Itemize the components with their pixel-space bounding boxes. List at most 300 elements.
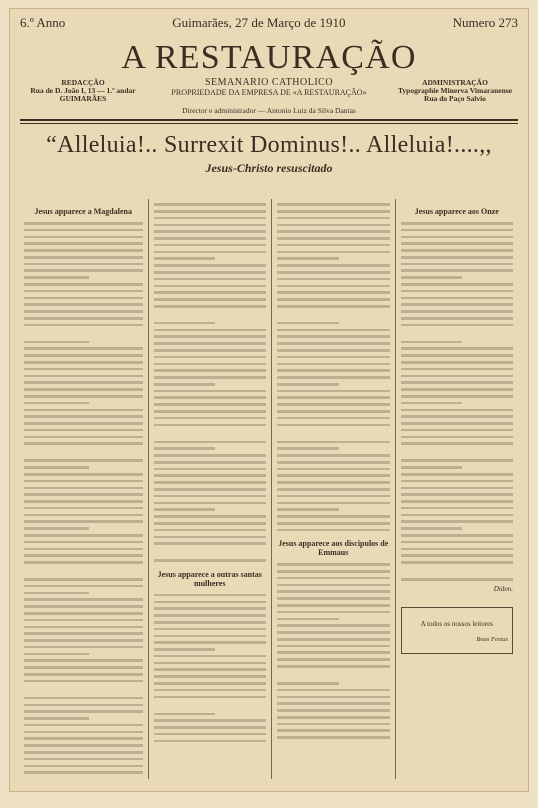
text-line <box>24 290 143 293</box>
text-line <box>24 249 143 252</box>
text-line <box>154 251 267 254</box>
text-line <box>401 415 514 418</box>
text-line <box>154 594 267 597</box>
text-line <box>277 611 390 614</box>
text-line <box>277 502 390 505</box>
text-line <box>24 415 143 418</box>
text-line <box>277 716 390 719</box>
text-line <box>277 563 390 566</box>
masthead-subrow <box>10 79 528 103</box>
text-line <box>277 702 390 705</box>
text-line <box>154 244 267 247</box>
text-line <box>277 203 390 206</box>
greeting-box <box>401 607 514 654</box>
issue-line <box>10 9 528 31</box>
text-line <box>154 363 267 366</box>
text-line <box>277 508 339 511</box>
text-line <box>24 717 89 720</box>
text-line <box>24 242 143 245</box>
text-line <box>154 689 267 692</box>
text-line <box>154 390 267 393</box>
column-4 <box>395 199 519 779</box>
text-line <box>154 648 216 651</box>
text-line <box>401 507 514 510</box>
section-title-2: Jesus apparece a outras santas mulheres <box>157 569 262 588</box>
text-line <box>401 375 514 378</box>
text-line <box>277 278 390 281</box>
text-line <box>24 646 143 649</box>
paragraph-gap <box>277 430 390 436</box>
text-line <box>24 626 143 629</box>
text-line <box>277 298 390 301</box>
text-line <box>154 655 267 658</box>
text-line <box>154 481 267 484</box>
text-line <box>401 442 514 445</box>
text-line <box>24 347 143 350</box>
text-line <box>401 229 514 232</box>
text-line <box>401 263 514 266</box>
text-line <box>154 696 267 699</box>
redaccao-address: Rua de D. João I, 13 — 1.º andar <box>30 86 136 95</box>
text-line <box>401 341 463 344</box>
issue-year: 6.º Anno <box>20 15 66 30</box>
text-line <box>154 628 267 631</box>
text-line <box>401 514 514 517</box>
text-line <box>277 447 339 450</box>
text-line <box>154 424 267 427</box>
text-line <box>277 390 390 393</box>
text-line <box>277 335 390 338</box>
text-line <box>277 651 390 654</box>
text-line <box>277 217 390 220</box>
text-line <box>277 285 390 288</box>
text-line <box>154 542 267 545</box>
text-line <box>277 349 390 352</box>
admin-typography: Typographie Minerva Vimaranense <box>397 86 513 95</box>
text-line <box>154 607 267 610</box>
text-line <box>401 303 514 306</box>
text-line <box>401 297 514 300</box>
text-line <box>277 461 390 464</box>
text-line <box>401 480 514 483</box>
text-line <box>277 638 390 641</box>
masthead-center <box>142 79 396 97</box>
text-line <box>277 682 339 685</box>
paragraph-gap <box>154 430 267 436</box>
text-line <box>154 349 267 352</box>
text-line <box>277 417 390 420</box>
text-line <box>277 729 390 732</box>
text-line <box>154 369 267 372</box>
text-line <box>24 361 143 364</box>
text-line <box>24 276 89 279</box>
column-3 <box>271 199 395 779</box>
headline: “Alleluia!.. Surrexit Dominus!.. Alleluia!....,, <box>46 132 492 158</box>
text-line <box>401 388 514 391</box>
text-line <box>154 278 267 281</box>
text-line <box>277 577 390 580</box>
redaccao-block <box>24 79 142 103</box>
text-line <box>24 541 143 544</box>
text-line <box>154 342 267 345</box>
paragraph-gap <box>154 312 267 318</box>
text-line <box>277 230 390 233</box>
text-line <box>277 410 390 413</box>
text-line <box>277 736 390 739</box>
property-line: PROPRIEDADE DA EMPRESA DE «A RESTAURAÇÃO» <box>171 88 367 97</box>
text-line <box>154 356 267 359</box>
text-line <box>277 604 390 607</box>
section-title-1: Jesus apparece a Magdalena <box>34 207 132 216</box>
section-title-3: Jesus apparece aos discipulos de Emmaus <box>278 539 389 558</box>
paragraph-gap <box>24 449 143 455</box>
text-line <box>401 236 514 239</box>
text-line <box>154 740 267 743</box>
text-line <box>277 631 390 634</box>
text-block <box>154 594 267 742</box>
text-line <box>277 723 390 726</box>
text-line <box>154 474 267 477</box>
text-line <box>401 527 463 530</box>
text-line <box>277 468 390 471</box>
paragraph-gap <box>277 312 390 318</box>
text-line <box>277 709 390 712</box>
text-line <box>401 554 514 557</box>
text-line <box>401 548 514 551</box>
text-line <box>277 424 390 427</box>
text-line <box>277 291 390 294</box>
text-line <box>401 324 514 327</box>
text-line <box>24 514 143 517</box>
text-line <box>24 436 143 439</box>
text-line <box>277 624 390 627</box>
text-line <box>277 224 390 227</box>
paragraph-gap <box>154 549 267 555</box>
text-line <box>24 297 143 300</box>
greeting-title: A todos os nossos leitores <box>420 619 493 628</box>
text-line <box>24 368 143 371</box>
text-line <box>154 403 267 406</box>
text-line <box>154 376 267 379</box>
text-line <box>277 403 390 406</box>
text-line <box>401 276 463 279</box>
text-line <box>154 713 216 716</box>
text-line <box>401 500 514 503</box>
text-line <box>154 502 267 505</box>
paragraph-gap <box>277 672 390 678</box>
text-line <box>154 203 267 206</box>
text-line <box>154 285 267 288</box>
text-line <box>154 536 267 539</box>
text-line <box>24 666 143 669</box>
text-line <box>401 269 514 272</box>
text-line <box>24 466 89 469</box>
text-line <box>154 305 267 308</box>
text-line <box>24 697 143 700</box>
greeting-note: Boas Festas <box>476 635 508 643</box>
text-line <box>277 522 390 525</box>
text-line <box>24 639 143 642</box>
article-columns <box>24 199 518 779</box>
text-line <box>277 597 390 600</box>
text-line <box>24 605 143 608</box>
text-line <box>24 310 143 313</box>
text-line <box>24 317 143 320</box>
text-line <box>154 495 267 498</box>
text-line <box>154 559 267 562</box>
text-line <box>401 290 514 293</box>
text-line <box>277 488 390 491</box>
text-block <box>401 222 514 581</box>
text-line <box>401 361 514 364</box>
text-line <box>277 529 390 532</box>
rule-top <box>20 119 518 121</box>
masthead-title: A RESTAURAÇÃO <box>121 39 417 76</box>
text-line <box>277 356 390 359</box>
text-line <box>24 561 143 564</box>
text-line <box>277 329 390 332</box>
text-line <box>24 527 89 530</box>
text-line <box>277 322 339 325</box>
text-line <box>24 473 143 476</box>
text-line <box>24 592 89 595</box>
text-line <box>154 682 267 685</box>
text-line <box>24 578 143 581</box>
text-block <box>24 222 143 774</box>
text-line <box>24 765 143 768</box>
issue-number: Numero 273 <box>452 15 518 30</box>
text-line <box>401 249 514 252</box>
paragraph-gap <box>24 687 143 693</box>
text-line <box>401 429 514 432</box>
text-line <box>24 354 143 357</box>
text-line <box>24 493 143 496</box>
text-line <box>24 771 143 774</box>
text-line <box>24 324 143 327</box>
text-line <box>24 388 143 391</box>
text-line <box>277 210 390 213</box>
text-line <box>401 493 514 496</box>
text-line <box>277 396 390 399</box>
text-line <box>24 520 143 523</box>
text-line <box>401 347 514 350</box>
text-line <box>154 217 267 220</box>
text-line <box>277 696 390 699</box>
text-line <box>24 487 143 490</box>
text-line <box>24 548 143 551</box>
text-line <box>24 229 143 232</box>
text-line <box>277 570 390 573</box>
text-line <box>24 263 143 266</box>
redaccao-city: GUIMARÃES <box>59 94 107 103</box>
text-line <box>154 335 267 338</box>
text-line <box>401 402 463 405</box>
text-line <box>277 454 390 457</box>
text-line <box>401 354 514 357</box>
text-line <box>277 495 390 498</box>
section-title-4: Jesus apparece aos Onze <box>414 207 499 216</box>
text-line <box>24 269 143 272</box>
text-line <box>154 237 267 240</box>
text-line <box>277 251 390 254</box>
text-line <box>401 422 514 425</box>
text-line <box>24 632 143 635</box>
text-line <box>277 474 390 477</box>
paragraph-gap <box>401 331 514 337</box>
text-line <box>24 222 143 225</box>
text-line <box>154 614 267 617</box>
text-line <box>277 383 339 386</box>
text-line <box>154 621 267 624</box>
rule-top-thin <box>20 123 518 124</box>
text-line <box>24 751 143 754</box>
text-line <box>24 704 143 707</box>
text-line <box>401 534 514 537</box>
text-line <box>401 395 514 398</box>
text-line <box>154 322 216 325</box>
text-line <box>401 310 514 313</box>
text-line <box>401 317 514 320</box>
column-2 <box>148 199 272 779</box>
text-line <box>154 383 216 386</box>
text-line <box>401 520 514 523</box>
text-line <box>24 236 143 239</box>
text-line <box>24 395 143 398</box>
text-line <box>277 584 390 587</box>
text-line <box>277 264 390 267</box>
text-line <box>24 442 143 445</box>
text-line <box>24 480 143 483</box>
text-line <box>277 689 390 692</box>
text-line <box>277 441 390 444</box>
text-line <box>24 409 143 412</box>
text-line <box>24 710 143 713</box>
paragraph-gap <box>154 702 267 708</box>
paragraph-gap <box>401 568 514 574</box>
text-line <box>24 534 143 537</box>
text-line <box>154 662 267 665</box>
text-line <box>401 242 514 245</box>
text-line <box>24 744 143 747</box>
text-line <box>24 653 89 656</box>
text-line <box>401 578 514 581</box>
text-line <box>24 402 89 405</box>
text-line <box>154 468 267 471</box>
text-line <box>154 719 267 722</box>
subheadline: Jesus-Christo resuscitado <box>205 161 333 175</box>
text-line <box>24 500 143 503</box>
admin-address: Rua do Paço Salvio <box>424 94 486 103</box>
text-line <box>24 459 143 462</box>
text-line <box>277 590 390 593</box>
director-line: Director e administrador — Antonio Luiz da Silva Dantas <box>182 106 356 115</box>
text-line <box>24 598 143 601</box>
text-line <box>154 329 267 332</box>
text-line <box>24 612 143 615</box>
text-line <box>154 515 267 518</box>
text-line <box>154 488 267 491</box>
text-line <box>401 436 514 439</box>
admin-label: ADMINISTRAÇÃO <box>422 78 488 87</box>
text-line <box>154 210 267 213</box>
text-line <box>401 409 514 412</box>
text-line <box>154 230 267 233</box>
text-line <box>24 429 143 432</box>
text-line <box>277 515 390 518</box>
newspaper-page <box>9 8 529 792</box>
text-line <box>277 618 339 621</box>
text-line <box>154 447 216 450</box>
admin-block <box>396 79 514 103</box>
text-line <box>401 256 514 259</box>
text-line <box>154 417 267 420</box>
text-line <box>154 454 267 457</box>
text-line <box>277 481 390 484</box>
text-line <box>24 619 143 622</box>
text-line <box>24 341 89 344</box>
text-line <box>154 264 267 267</box>
text-line <box>401 487 514 490</box>
text-line <box>24 256 143 259</box>
text-line <box>24 381 143 384</box>
text-line <box>24 303 143 306</box>
text-line <box>401 473 514 476</box>
text-line <box>24 375 143 378</box>
text-line <box>154 291 267 294</box>
text-line <box>154 601 267 604</box>
redaccao-label: REDACÇÃO <box>61 78 105 87</box>
text-line <box>154 641 267 644</box>
text-line <box>24 737 143 740</box>
text-line <box>277 645 390 648</box>
text-line <box>401 381 514 384</box>
text-line <box>401 541 514 544</box>
column-1 <box>24 199 148 779</box>
text-line <box>24 422 143 425</box>
text-line <box>154 675 267 678</box>
text-line <box>277 376 390 379</box>
text-line <box>401 368 514 371</box>
text-line <box>277 271 390 274</box>
text-line <box>154 529 267 532</box>
text-line <box>24 724 143 727</box>
text-line <box>277 237 390 240</box>
issue-place-date: Guimarães, 27 de Março de 1910 <box>172 15 346 30</box>
text-line <box>154 257 216 260</box>
text-line <box>154 271 267 274</box>
text-line <box>154 726 267 729</box>
text-line <box>154 441 267 444</box>
text-line <box>401 222 514 225</box>
text-line <box>401 466 463 469</box>
text-line <box>24 554 143 557</box>
text-line <box>154 410 267 413</box>
text-line <box>24 283 143 286</box>
text-line <box>154 668 267 671</box>
text-line <box>24 585 143 588</box>
text-block <box>277 563 390 739</box>
text-line <box>24 673 143 676</box>
text-line <box>154 224 267 227</box>
text-line <box>277 363 390 366</box>
text-line <box>401 283 514 286</box>
text-line <box>154 733 267 736</box>
text-line <box>277 369 390 372</box>
text-line <box>401 459 514 462</box>
text-line <box>24 659 143 662</box>
text-line <box>154 635 267 638</box>
text-line <box>277 658 390 661</box>
